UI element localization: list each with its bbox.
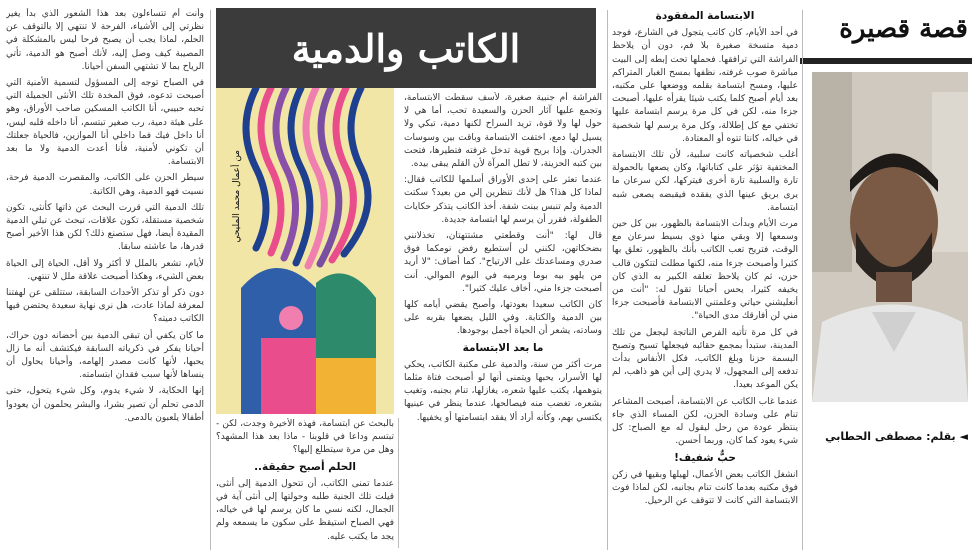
col1-heading: الابتسامة المفقودة <box>655 10 755 22</box>
byline-text: بقلم: مصطفى الحطابي <box>825 430 956 443</box>
col2-paragraph: عندما تعثر على إحدى الأوراق أسلمها للكاتب فقال: لماذا كل هذا؟ هل لأنك تنظرين إلي من بعيد؟ سكتت الدمية ولم تنبس ببنت شفة. أخذ الكاتب يتذكر حكايات الطفولة، فقرر أن يرسم لها ابتسامة جديدة. <box>404 175 602 225</box>
col2-heading: ما بعد الابتسامة <box>462 341 544 354</box>
col2-paragraph: مرت أكثر من سنة، والدمية على مكتبة الكاتب، يحكي لها الأسرار، يحبها ويتمنى أنها لو أصبحت فتاة مثلما يتوهمها، يكتب عليها شعره، يغازلها، تنام بجنبه، وتغيب بشعره، تغضب منه فيصالحها، عندما ينظر في عينيها يكتسي بهم، وكأنه أراد ألا يفقد ابتسامتها أو يخفيها. <box>404 359 602 423</box>
col4-paragraph: سيطر الحزن على الكاتب، والمقصرت الدمية فرحة، نسيت فهو الدمية، وهي الكاتبة. <box>6 173 204 197</box>
author-byline <box>803 430 968 443</box>
artwork-image <box>216 88 394 414</box>
col2-paragraph: قال لها: "أنت وقطعتي مشتتهتان، تخذلانني بضحكاتهن، لكنني لن أستطيع رفض نومكما فوق صدري ومساعدتك على الارتياح". كما أضاف: "لا أريد من يلهو بيه بوما وبرميه في اليوم الموالي. أنت أصبحت جزءا مني، أخاف عليك كثيرا". <box>404 231 602 294</box>
column-divider <box>607 10 608 550</box>
column-2 <box>404 92 602 552</box>
column-divider <box>398 418 399 548</box>
author-portrait-image <box>812 72 968 402</box>
byline-arrow-icon: ◄ <box>955 430 968 443</box>
artwork-credit: من أعمال محمد المليحي <box>232 150 242 243</box>
col2-paragraph: كان الكاتب سعيدا بعودتها، وأصبح يقضي أيامه كلها بين الدمية والكتابة. وفي الليل يضعها بقربه على وسادته، يشعر أن الحياة أجمل بوجودها. <box>404 300 602 337</box>
author-column <box>800 0 976 560</box>
col4-paragraph: دون ذكر أو تذكر الأحداث السابقة، ستتلقى عن لهفتنا لمعرفة لماذا عادت، هل نرى نهاية سعيدة يحتضن فيها الكاتب دميته؟ <box>6 288 204 325</box>
section-label: قصة قصيرة <box>839 14 968 44</box>
section-rule <box>800 58 972 64</box>
col4-paragraph: لأيام، تشعر بالملل لا أكثر ولا أقل، الحياة إلى الحياة بعض الشيء، وهكذا أصبحت علاقة ملل لا تنتهي. <box>6 258 204 282</box>
col1-paragraph: في كل مرة تأتيه الفرص الناتجة ليجعل من تلك المدينة، ستبدأ بمجمع حقائبه فيجعلها تسيح وتصبح البسمة حزنا وبلغ الكاتب، فكل الأنفاس بدأت تدفعه إلى المجهول، لا يدري إلى أين هو ذاهب، لم يكن الموعد بعيدا. <box>612 327 798 391</box>
author-photo <box>812 72 968 402</box>
article-title-band <box>216 8 596 88</box>
col1-bottom-heading: حبٌّ شفيف! <box>674 451 736 464</box>
col3-paragraph: عندما تمنى الكاتب، أن تتحول الدمية إلى أنثى، قيلت تلك الجنية طلبه وحولتها إلى أنثى آية في الجمال، لكنه نسي ما كان يرسم لها في خياله، فهي الصباح استيقظ على سكون ما يسمعه ولم يجد ما يكتب عليه. <box>216 478 394 542</box>
column-divider <box>210 10 211 550</box>
col1-paragraph: عندما غاب الكاتب عن الابتسامة، أصبحت المشاعر تنام على وسادة الحزن، لكن المساء الذي جاء ينتظر عودة من رحل ليقول له مع الصباح: كل شيء يعود كما كان، وربما أحسن. <box>612 396 798 447</box>
col4-paragraph: ما كان يكفي أن تبقى الدمية بين أحضانه دون حراك، أحيانا يفكر في ذكرياته السابقة فيكتشف أنه ما زال يحبها، لأنها كانت مصدر إلهامه، وأحيانا يحاول أن ينساها لأنها سبب فقدان ابتسامته. <box>6 330 204 381</box>
col4-paragraph: تلك الدمية التي قررت البحث عن ذاتها كأنثى، تكون شخصية مستقلة، تكون علاقات، تبحث عن تبلي الدمية المقيدة أيضا، فهل ستصنع ذلك؟ لكن هذا الأخير أصبح قدرها، ما عاشته سابقا. <box>6 202 204 253</box>
col1-paragraph: انشغل الكاتب بعض الأعمال، لهيلها وبقيها في زكن فوق مكتبه بعدما كانت تنام بجانبه، لكن لماذا فوت الابتسامة التي كانت لا تتوقف عن الرحيل. <box>612 469 798 507</box>
artwork-illustration <box>216 88 394 414</box>
col2-paragraph: الفراشة أم جنبية صغيرة، لأسف سقطت الابتسامة، وتجمع عليها آثار الحزن والسعيدة تحب، أما هي لا حول لها ولا قوة، تريد السراح لكنها دمية، تبكي ولا يسيل لها دمع، اختفت الابتسامة وباقت بين وسوسات الجدران. وإذا بريح قوية تدخل غرفته فتطيرها، فتحت بين كتبه الحزينة، لا تطل المرآة لأن القلم يبقى بيده. <box>404 93 602 170</box>
col4-paragraph: في الصباح توجه إلى المسؤول لتسمية الأمنية التي أصبحت تدعوه، فوق المخدة تلك الأنثى الجميلة التي تحبه حبيبي، أنا الكاتب المسكين صاحب الأوراق، وهو على هيئة دمية، رب صغير تبتسم، أنا داخله قلبه ليس، أنا داخل فيك فما داخلي أنا الموازين، فالحياة جعلتك أن تكوني لأمنية، فأنا أعدت الدمية ولا ما بعد الابتسامة. <box>6 78 204 168</box>
article-title: الكاتب والدمية <box>291 25 521 71</box>
column-divider <box>802 10 803 550</box>
column-3 <box>216 418 394 552</box>
col1-paragraph: مرت الأيام وبدأت الابتسامة بالظهور، بين كل حين وسمعها إلا وبقي منها ذوي بسيط سرعان مع الوقت، فتريح تعب الكاتب بأنك بالظهور، تعلق بها كثيرا وأصبحت جزءا منه، لكنها مطلت لتتكون قالب حزن، ثم كان يلاحظ تعلقه الكبير به الذي كان يخيفه كثيرا، يحس أحيانا تقول له: "أنت من أنعليشني حياتي وعلمتني الابتسامة فأصبحت جزءا مني لن أفارقك مدى الحياة". <box>612 219 798 322</box>
col1-paragraph: في أحد الأيام، كان كاتب يتجول في الشارع، فوجد دمية متسخة صغيرة بلا فم، دون أن يلاحظ الفراشة التي ترافقها. فحملها تحت إبطه إلى البيت مباشرة صوب غرفته، نظفها بمسح الغبار المتراكم عليها، ومسح ابتسامة بقلمه ووضعها على مكتبه، بعد أيام أصبح كلما يكتب شيئا يقرأه عليها، أصبحت جزءا منه، لكن في كل مرة يرسم ابتسامة عليها تختفي مع كل إطلالة، وكل مرة يرسم لها شخصية في خياله، كانتا تتوه أو المعتادة. <box>612 28 798 144</box>
column-4 <box>6 8 204 556</box>
art-caption: بالبحث عن ابتسامة، فهذه الأخيرة وجدت، لكن - تبتسم وداعا في قلوبنا - ماذا بعد هذا المشهد؟ وهل من مرة سيتطلع إليها؟ <box>216 419 394 456</box>
column-1 <box>612 8 798 556</box>
col3-heading: الحلم أصبح حقيقة.. <box>254 460 356 473</box>
col1-paragraph: أغلب شخصياته كانت سلبية، لأن تلك الابتسامة المختفية تؤثر على كتاباتها، وكان يصعها بالحمولة تارة والسلبية تارة أخرى فيتركها، لكن سرعان ما يرى بريق عينها الذي يفقده فيقبضه يصعى شبه ابتسامة. <box>612 150 798 213</box>
col4-paragraph: إنها الحكاية، لا شيء يدوم، وكل شيء يتحول، حتى الدمى تحلم أن تصير بشرا، والبشر يحلمون أن يعودوا أطفالا يلعبون بالدمى. <box>6 386 204 423</box>
col4-paragraph: وأنت أم تتساءلون بعد هذا الشعور الذي بدأ يغير نظرتي إلى الأشياء، الفرحة لا تنتهي إلا بالتوقف عن الحلم، لماذا يجب أن يصبح فرحا ليس بالمشكلة في المصيبة كيف وصل إليه، لأنك أصبح هو الدمية، تأتي الرياح بما لا تشتهي السفن أحيانا. <box>6 9 204 72</box>
